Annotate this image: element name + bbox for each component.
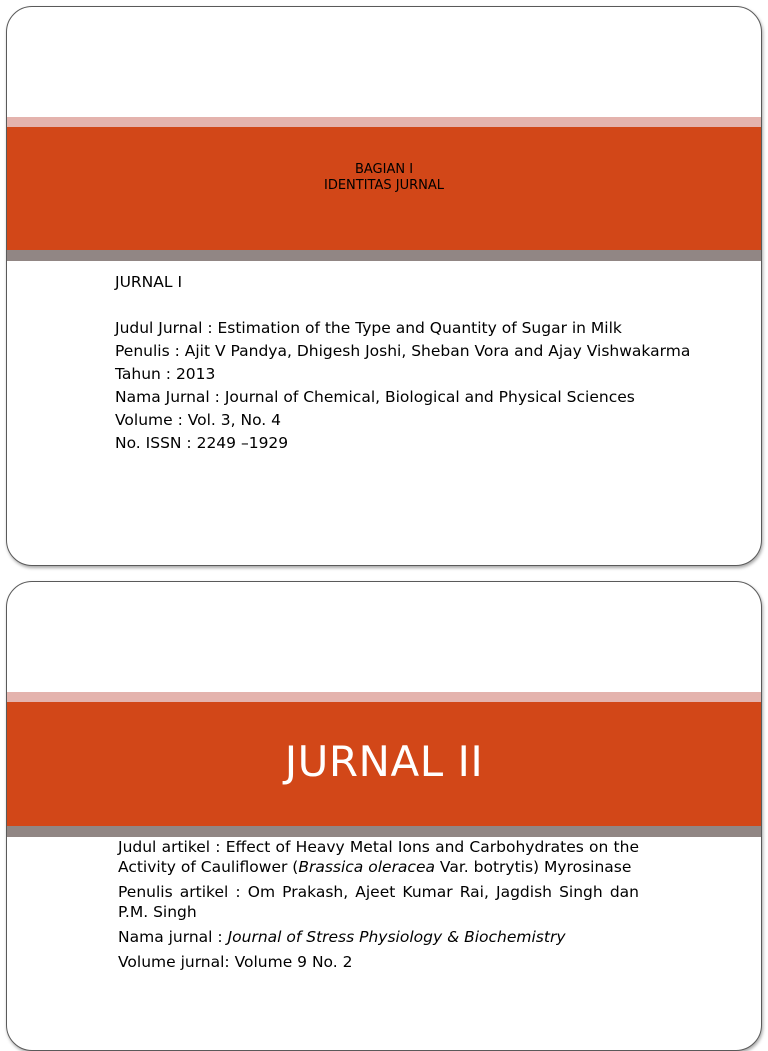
accent-band-bottom (7, 826, 761, 837)
journal-1-issn: No. ISSN : 2249 –1929 (115, 434, 289, 452)
article-title-text: Judul artikel : Effect of Heavy Metal Ions and Carbohydrates on the Activity of Cauliflower ( (118, 838, 639, 876)
accent-band-top (7, 692, 761, 702)
journal-2-details (118, 837, 639, 977)
journal-name-value: Journal of Stress Physiology & Biochemistry (227, 928, 566, 946)
journal-2-volume: Volume jurnal: Volume 9 No. 2 (118, 953, 353, 971)
species-name: Brassica oleracea (298, 858, 435, 876)
journal-name-label: Nama jurnal : (118, 928, 228, 946)
accent-band-bottom (7, 250, 761, 261)
slide-title: JURNAL II (284, 737, 484, 786)
journal-1-authors: Penulis : Ajit V Pandya, Dhigesh Joshi, Sheban Vora and Ajay Vishwakarma (115, 342, 691, 360)
section-title-line2: IDENTITAS JURNAL (323, 178, 444, 193)
journal-1-details (115, 272, 705, 456)
journal-2-authors: Penulis artikel : Om Prakash, Ajeet Kumar Rai, Jagdish Singh dan P.M. Singh (118, 883, 639, 921)
journal-1-year: Tahun : 2013 (115, 365, 216, 383)
journal-2-journal-name (118, 927, 639, 947)
journal-2-article-title (118, 837, 639, 877)
journal-1-heading: JURNAL I (115, 273, 183, 291)
accent-band-top (7, 117, 761, 127)
section-title (7, 162, 761, 194)
section-title-line1: BAGIAN I (354, 162, 414, 177)
slide-jurnal-ii (6, 581, 762, 1051)
journal-1-journal-name: Nama Jurnal : Journal of Chemical, Biological and Physical Sciences (115, 388, 635, 406)
journal-1-title: Judul Jurnal : Estimation of the Type and Quantity of Sugar in Milk (115, 319, 622, 337)
article-title-suffix: Var. botrytis) Myrosinase (435, 858, 632, 876)
journal-1-volume: Volume : Vol. 3, No. 4 (115, 411, 282, 429)
slide-identitas-jurnal (6, 6, 762, 566)
